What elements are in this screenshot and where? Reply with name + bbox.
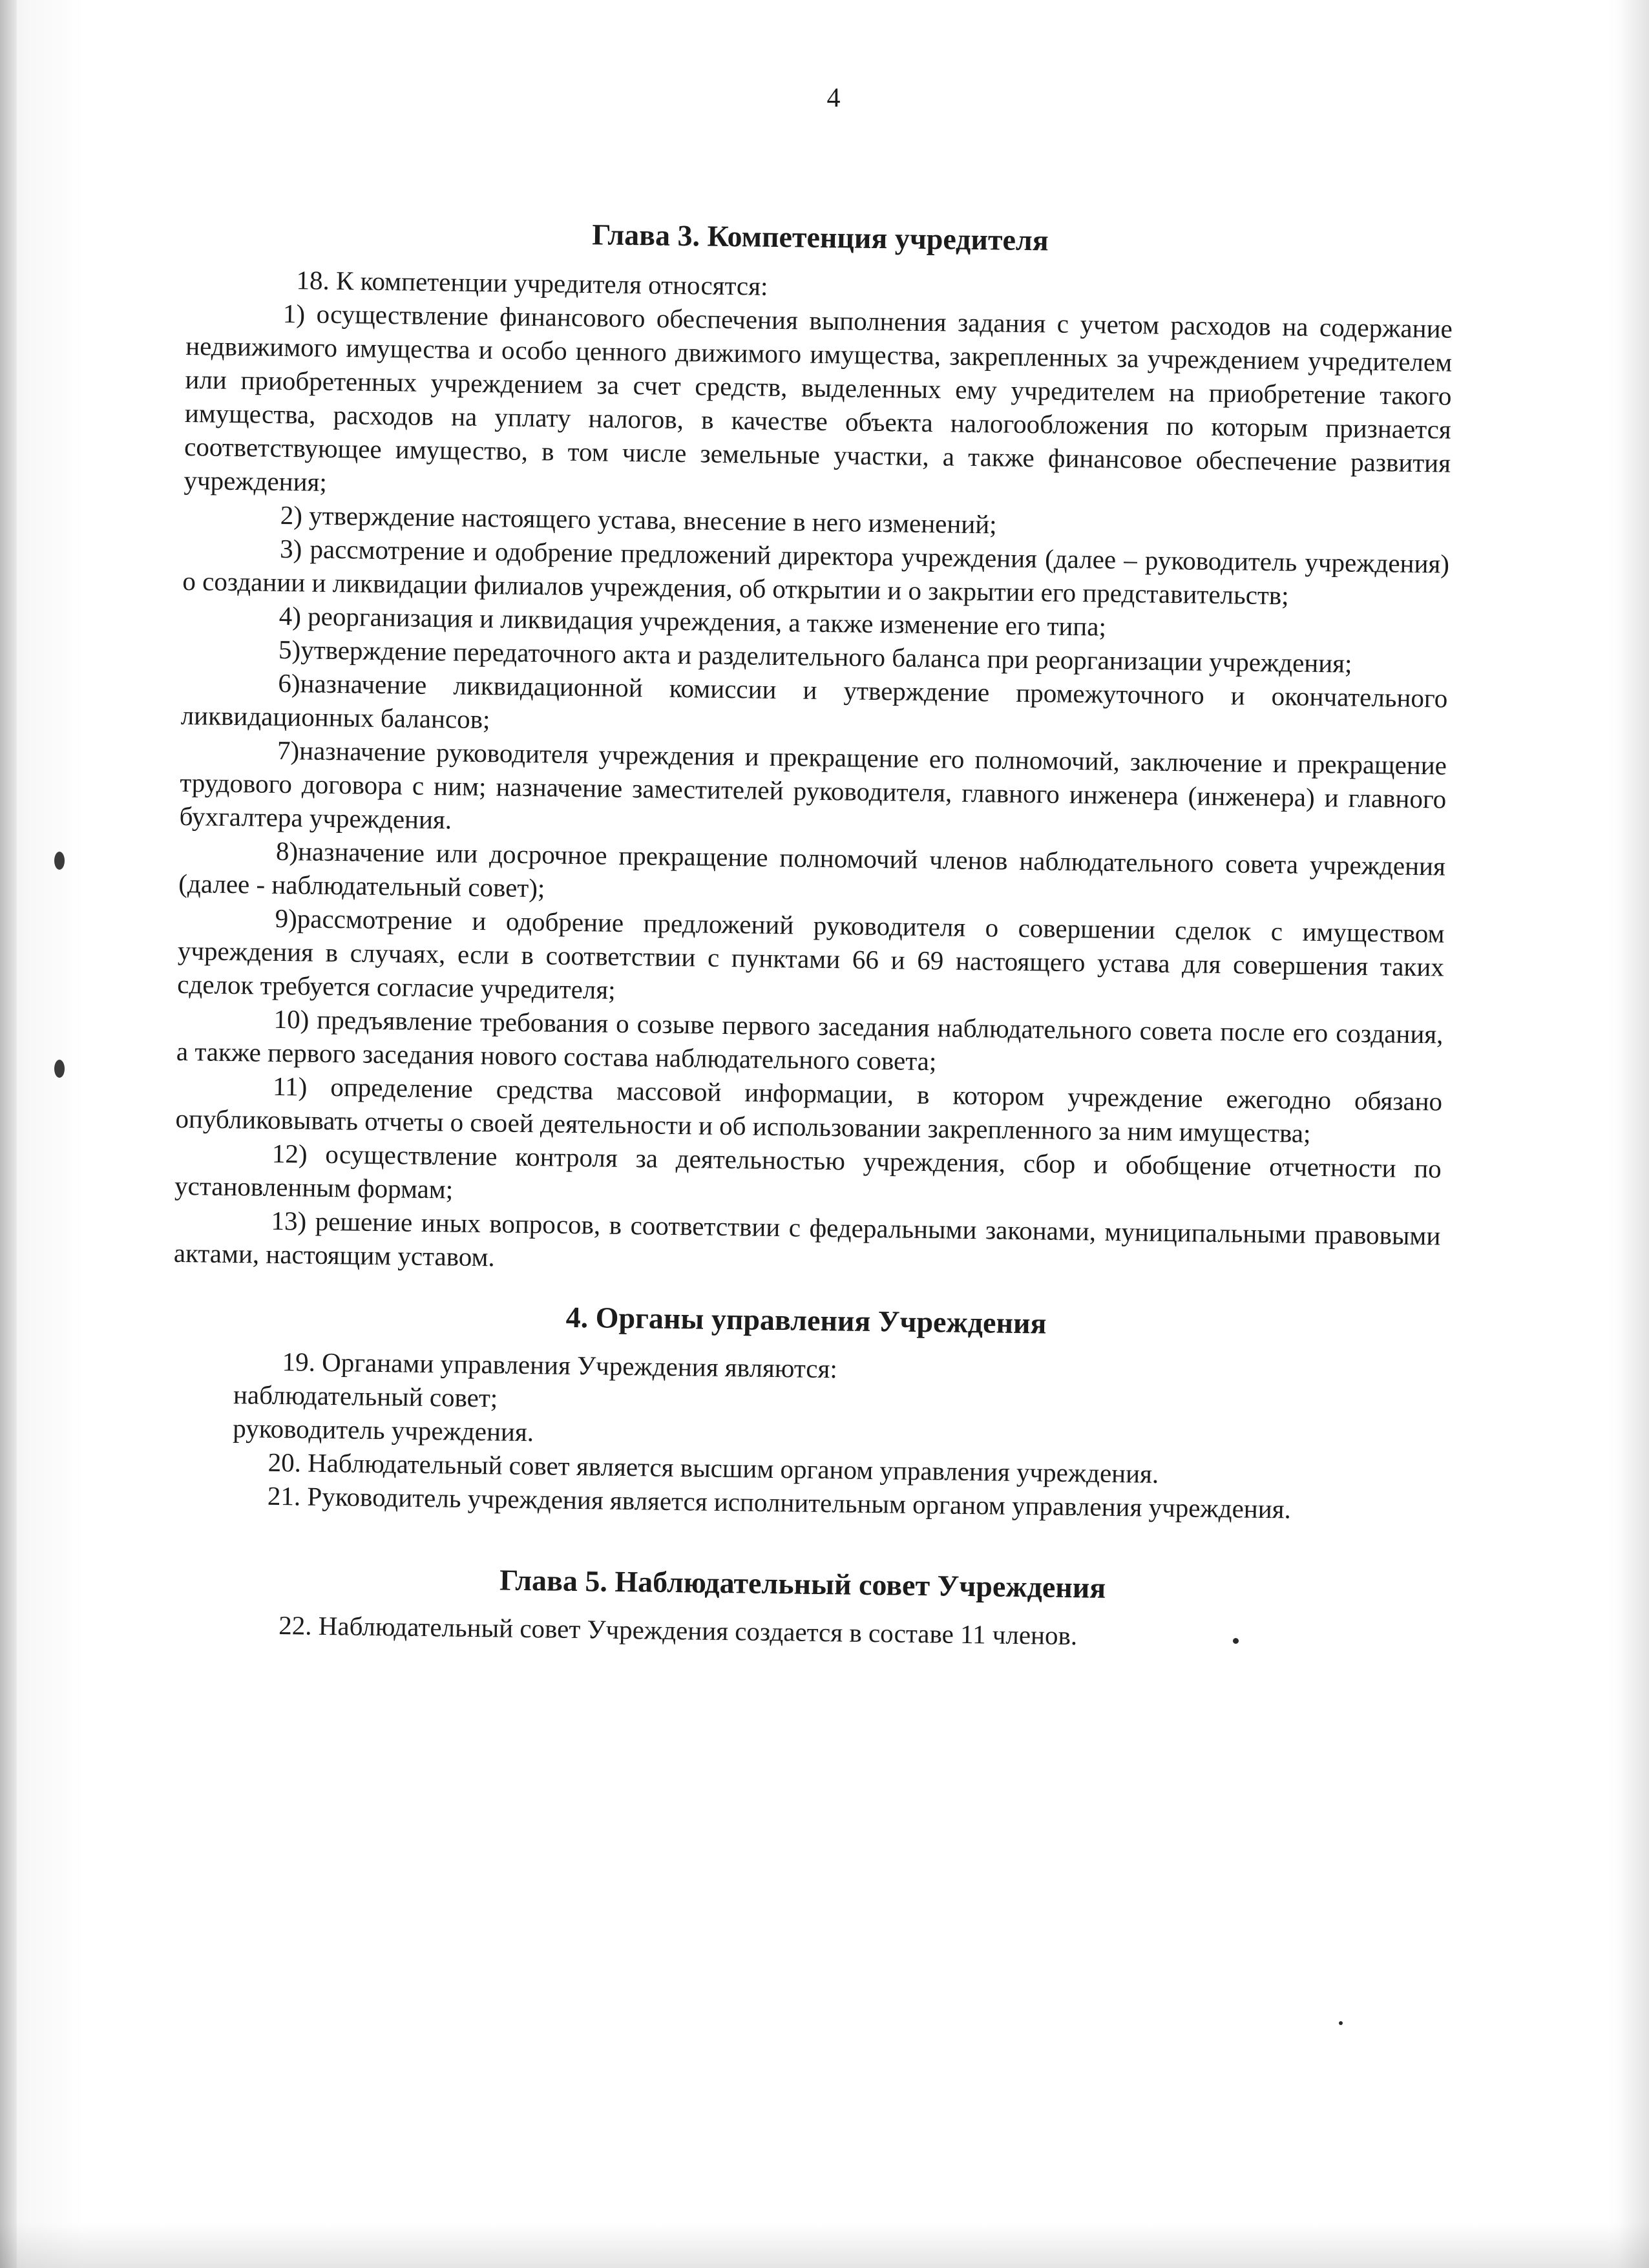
clause-21: 21. Руководитель учреждения является исполнительным органом управления учреждения. bbox=[267, 1480, 1292, 1524]
scan-speck bbox=[1339, 2021, 1343, 2025]
list-item: 1) осуществление финансового обеспечения выполнения задания с учетом расходов на содержание недвижимого имущества и особо ценного движимого имущества, закрепленных за учреждением учредителем или приобретенных учреждением за счет средств, выделенных ему учредителем на приобретение такого имущества, расходов на уплату налогов, в качестве объекта налогообложения по которым признается соответствующее имущество, в том числе земельные участки, а также финансовое обеспечение развития учреждения; bbox=[184, 298, 1453, 497]
clause-19-intro: 19. Органами управления Учреждения являются: bbox=[282, 1347, 838, 1384]
list-item: 6)назначение ликвидационной комиссии и утверждение промежуточного и окончательного ликвидационных балансов; bbox=[180, 667, 1448, 735]
punch-hole-mark bbox=[54, 852, 65, 870]
list-item: 5)утверждение передаточного акта и разделительного баланса при реорганизации учреждения; bbox=[278, 634, 1352, 678]
document-body bbox=[169, 210, 1454, 1657]
list-item: 12) осуществление контроля за деятельностью учреждения, сбор и обобщение отчетности по установленным формам; bbox=[174, 1138, 1442, 1204]
binding-gutter bbox=[0, 0, 17, 2268]
list-item: 10) предъявление требования о созыве первого заседания наблюдательного совета после его создания, а также первого заседания нового состава наблюдательного совета; bbox=[176, 1003, 1444, 1076]
clause-20: 20. Наблюдательный совет является высшим органом управления учреждения. bbox=[268, 1447, 1159, 1489]
page-number: 4 bbox=[826, 83, 841, 113]
page-edge-shadow bbox=[1619, 0, 1649, 2268]
list-item: 4) реорганизация и ликвидация учреждения, а также изменение его типа; bbox=[278, 600, 1107, 642]
list-item: 2) утверждение настоящего устава, внесение в него изменений; bbox=[280, 499, 997, 540]
governing-body-supervisory-board: наблюдательный совет; bbox=[233, 1380, 498, 1413]
list-item: 11) определение средства массовой информации, в котором учреждение ежегодно обязано опубликовывать отчеты о своей деятельности и об использовании закрепленного за ним имущества; bbox=[175, 1071, 1443, 1148]
clause-22: 22. Наблюдательный совет Учреждения создается в составе 11 членов. bbox=[278, 1610, 1078, 1651]
clause-18-intro: 18. К компетенции учредителя относятся: bbox=[296, 265, 768, 301]
governing-body-director: руководитель учреждения. bbox=[233, 1413, 534, 1447]
punch-hole-mark bbox=[54, 1060, 65, 1078]
chapter-5-title: Глава 5. Наблюдательный совет Учреждения bbox=[499, 1563, 1106, 1604]
list-item: 3) рассмотрение и одобрение предложений директора учреждения (далее – руководитель учреждения) о создании и ликвидации филиалов учреждения, об открытии и о закрытии его представительств; bbox=[182, 533, 1450, 611]
page-bottom-shadow bbox=[0, 2223, 1649, 2268]
list-item: 8)назначение или досрочное прекращение полномочий членов наблюдательного совета учреждения (далее - наблюдательный совет); bbox=[178, 835, 1446, 903]
list-item: 13) решение иных вопросов, в соответствии с федеральными законами, муниципальными правовыми актами, настоящим уставом. bbox=[173, 1205, 1441, 1272]
chapter-4-title: 4. Органы управления Учреждения bbox=[565, 1300, 1047, 1340]
list-item: 9)рассмотрение и одобрение предложений руководителя о совершении сделок с имуществом учреждения в случаях, если в соответствии с пунктами 66 и 69 настоящего устава для совершения таких сделок требуется согласие учредителя; bbox=[177, 903, 1445, 1005]
chapter-3-title: Глава 3. Компетенция учредителя bbox=[592, 218, 1049, 257]
list-item: 7)назначение руководителя учреждения и прекращение его полномочий, заключение и прекращение трудового договора с ним; назначение заместителей руководителя, главного инженера (инженера) и главного бухгалтера учреждения. bbox=[179, 735, 1447, 835]
founder-competence-list bbox=[174, 295, 1453, 1286]
